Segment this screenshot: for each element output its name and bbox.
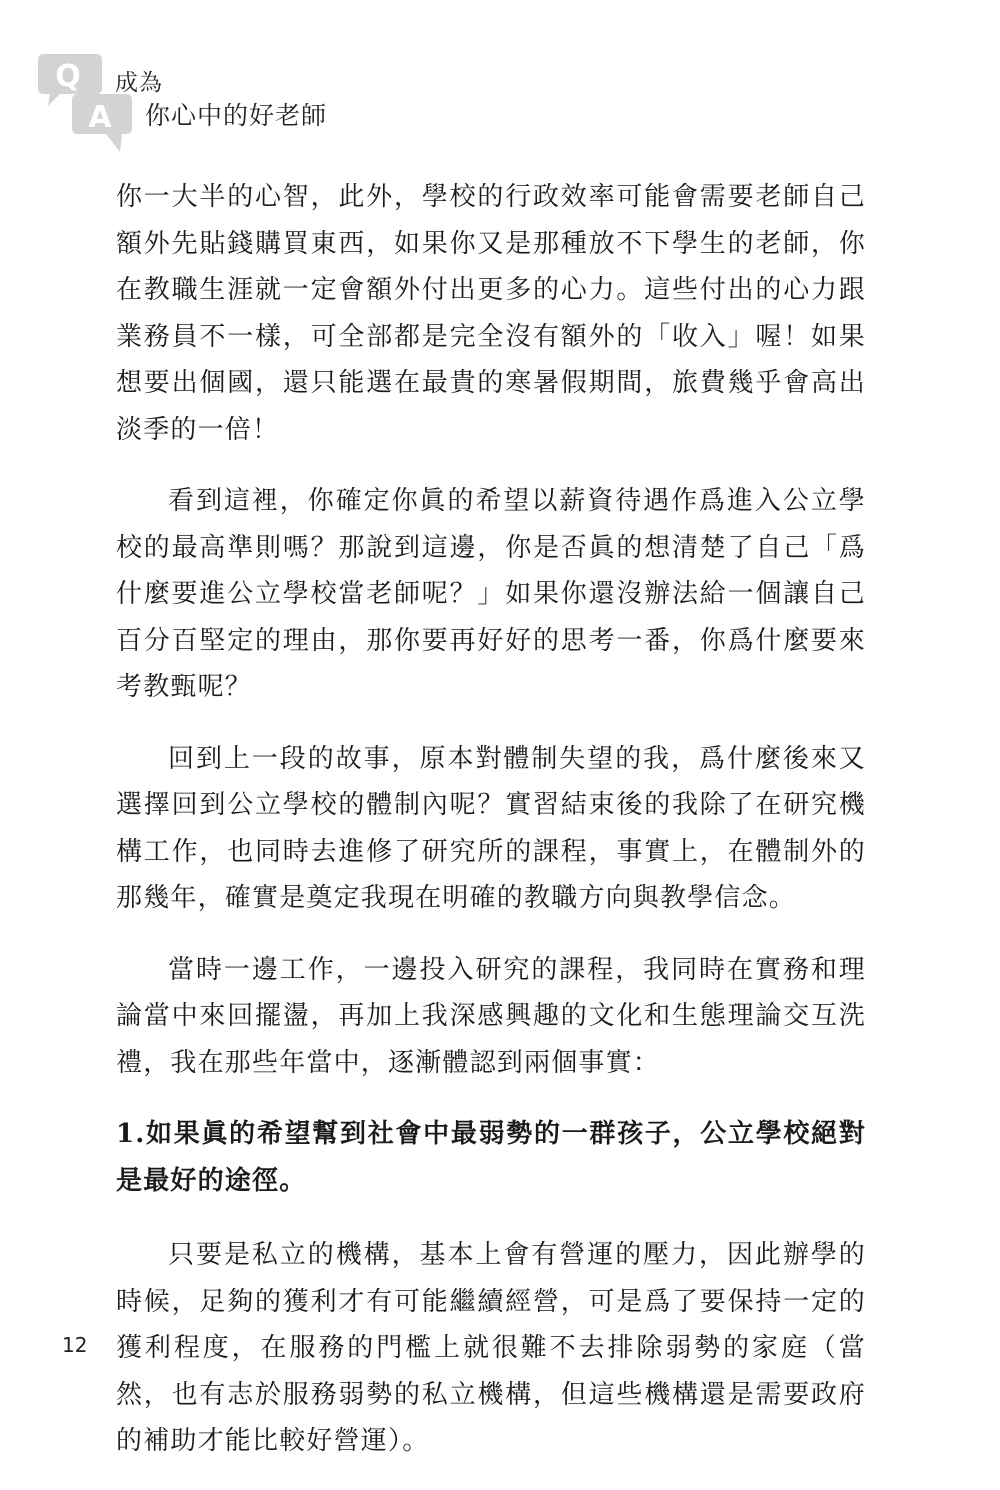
paragraph: 只要是私立的機構，基本上會有營運的壓力，因此辦學的時候，足夠的獲利才有可能繼續經營，可是爲了要保持一定的獲利程度，在服務的門檻上就很難不去排除弱勢的家庭（當然，也有志於服務弱勢的私立機構，但這些機構還是需要政府的補助才能比較好營運）。 <box>116 1240 866 1456</box>
page-number: 12 <box>62 1333 88 1357</box>
paragraph: 你一大半的心智，此外，學校的行政效率可能會需要老師自己額外先貼錢購買東西，如果你又是那種放不下學生的老師，你在教職生涯就一定會額外付出更多的心力。這些付出的心力跟業務員不一樣，可全部都是完全沒有額外的「收入」喔！如果想要出個國，還只能選在最貴的寒暑假期間，旅費幾乎會高出淡季的一倍！ <box>116 182 866 445</box>
numbered-point-heading: 1.如果眞的希望幫到社會中最弱勢的一群孩子，公立學校絕對是最好的途徑。 <box>116 1119 866 1196</box>
paragraph: 看到這裡，你確定你眞的希望以薪資待遇作爲進入公立學校的最高準則嗎？那說到這邊，你是否眞的想清楚了自己「爲什麼要進公立學校當老師呢？」如果你還沒辦法給一個讓自己百分百堅定的理由，那你要再好好的思考一番，你爲什麼要來考教甄呢？ <box>116 486 866 702</box>
paragraph: 當時一邊工作，一邊投入研究的課程，我同時在實務和理論當中來回擺盪，再加上我深感興趣的文化和生態理論交互洗禮，我在那些年當中，逐漸體認到兩個事實： <box>116 954 866 1078</box>
chapter-header <box>30 52 430 162</box>
chapter-title-line1: 成為 <box>115 70 163 96</box>
logo-q-letter: Q <box>55 59 81 94</box>
logo-a-letter: A <box>88 100 112 135</box>
page-body <box>116 174 866 1490</box>
chapter-title-line2: 你心中的好老師 <box>145 101 328 130</box>
paragraph: 回到上一段的故事，原本對體制失望的我，爲什麼後來又選擇回到公立學校的體制內呢？實習結束後的我除了在研究機構工作，也同時去進修了研究所的課程，事實上，在體制外的那幾年，確實是奠定我現在明確的教職方向與教學信念。 <box>116 743 866 913</box>
